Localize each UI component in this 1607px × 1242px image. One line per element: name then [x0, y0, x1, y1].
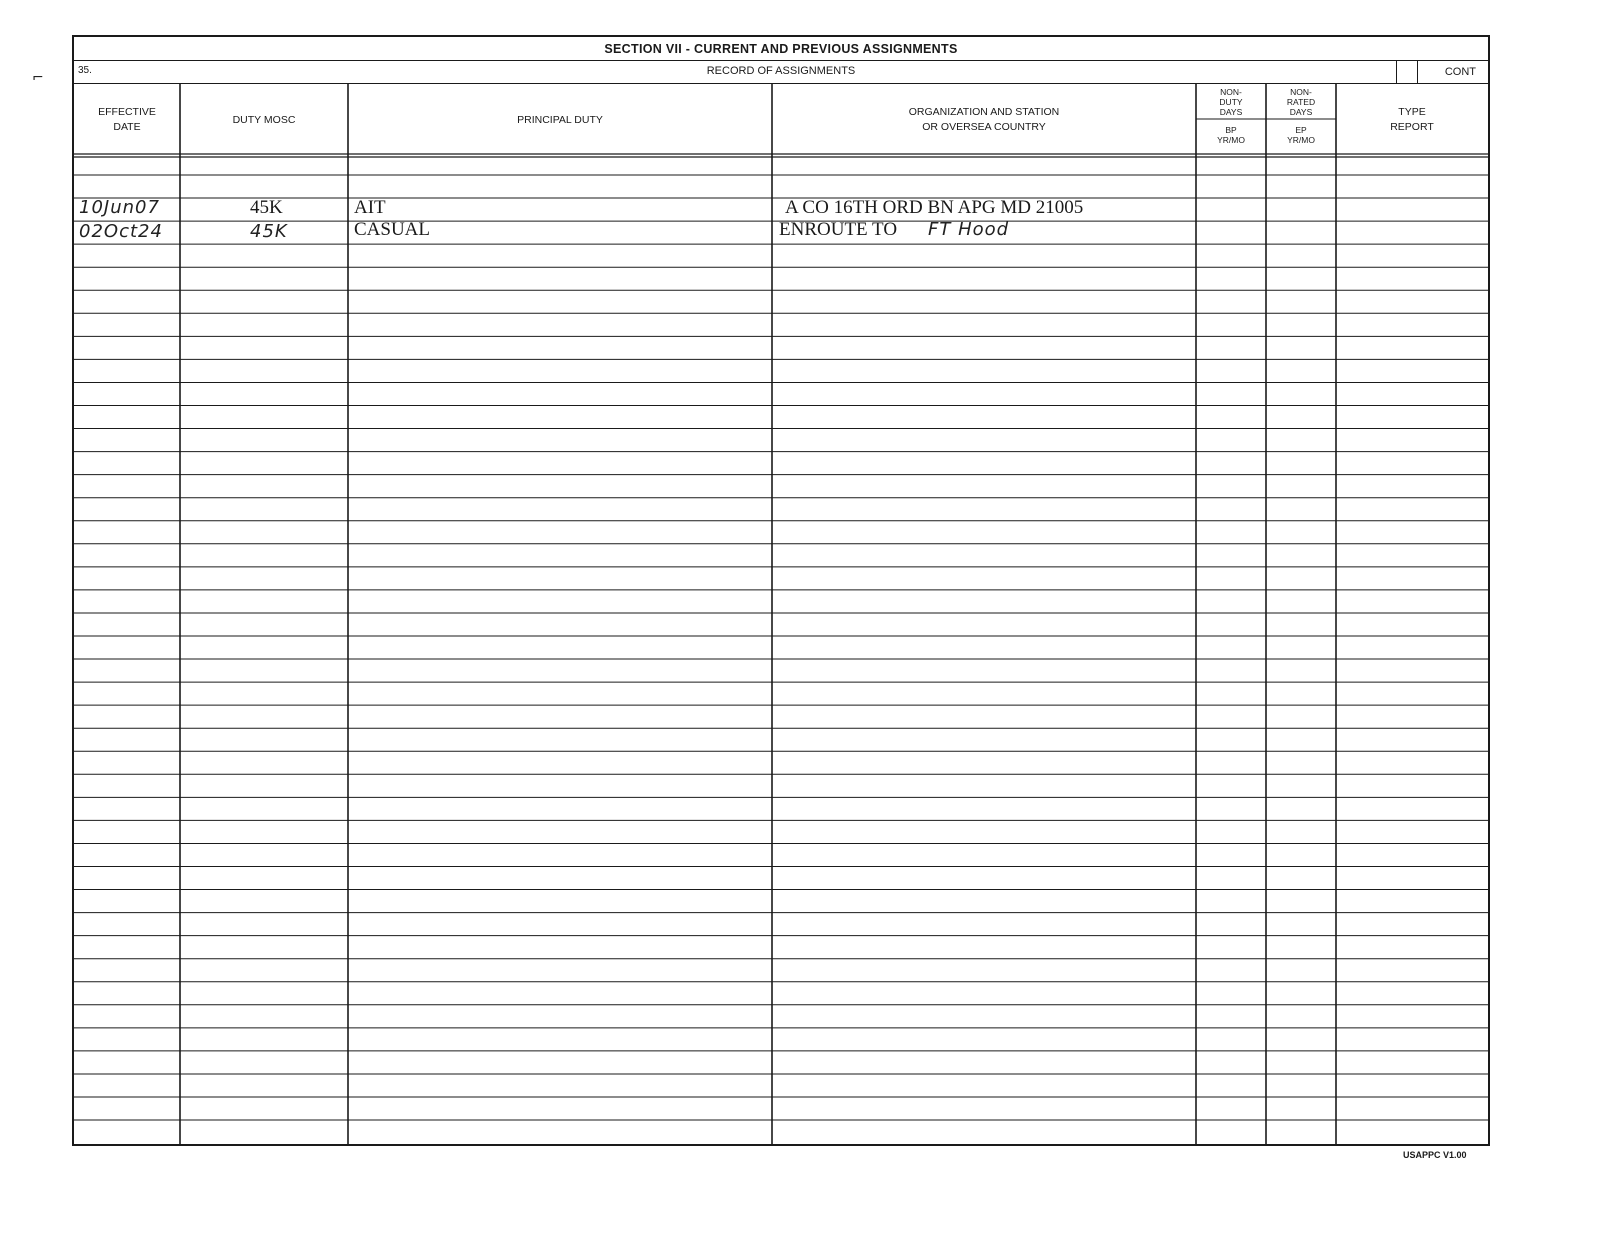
margin-mark: ⌐ [32, 70, 44, 86]
header-non-rated-days-label: NON- RATED DAYS [1286, 87, 1316, 117]
item-number: 35. [78, 65, 92, 76]
header-non-rated-days [1266, 87, 1336, 117]
header-duty-mosc [180, 84, 348, 156]
entry-1-org: A CO 16TH ORD BN APG MD 21005 [785, 197, 1084, 218]
header-duty-mosc-label: DUTY MOSC [232, 113, 296, 126]
header-bp-yrmo [1196, 125, 1266, 145]
form-version-code: USAPPC V1.00 [1403, 1150, 1467, 1160]
record-title-row [74, 61, 1488, 84]
header-non-duty-days [1196, 87, 1266, 117]
header-non-duty-days-label: NON- DUTY DAYS [1219, 87, 1243, 117]
header-ep-yrmo-label: EP YR/MO [1287, 125, 1315, 145]
entry-1-date: 10Jun07 [79, 197, 160, 218]
section-title: SECTION VII - CURRENT AND PREVIOUS ASSIGNMENTS [74, 37, 1488, 61]
header-organization [772, 84, 1196, 156]
header-type-report-label: TYPE REPORT [1390, 106, 1434, 133]
assignments-form [72, 35, 1490, 1146]
form-grid [74, 37, 1492, 1148]
header-type-report [1336, 84, 1488, 156]
header-effective-date-label: EFFECTIVE DATE [98, 106, 156, 133]
header-principal-duty [348, 84, 772, 156]
entry-2-org-handwritten: FT Hood [928, 219, 1010, 240]
header-principal-duty-label: PRINCIPAL DUTY [517, 113, 603, 126]
cont-checkbox[interactable] [1396, 61, 1418, 83]
header-ep-yrmo [1266, 125, 1336, 145]
entry-2-org: ENROUTE TO [779, 219, 898, 240]
cont-label: CONT [1444, 66, 1476, 78]
header-bp-yrmo-label: BP YR/MO [1217, 125, 1245, 145]
entry-1-mosc: 45K [250, 197, 283, 218]
entry-2-duty: CASUAL [354, 219, 431, 240]
entry-2-date: 02Oct24 [79, 221, 163, 242]
entry-2-mosc: 45K [250, 221, 288, 242]
entry-1-duty: AIT [354, 197, 386, 218]
header-organization-label: ORGANIZATION AND STATION OR OVERSEA COUNTRY [908, 106, 1060, 133]
header-effective-date [74, 84, 180, 156]
record-title: RECORD OF ASSIGNMENTS [706, 65, 856, 77]
